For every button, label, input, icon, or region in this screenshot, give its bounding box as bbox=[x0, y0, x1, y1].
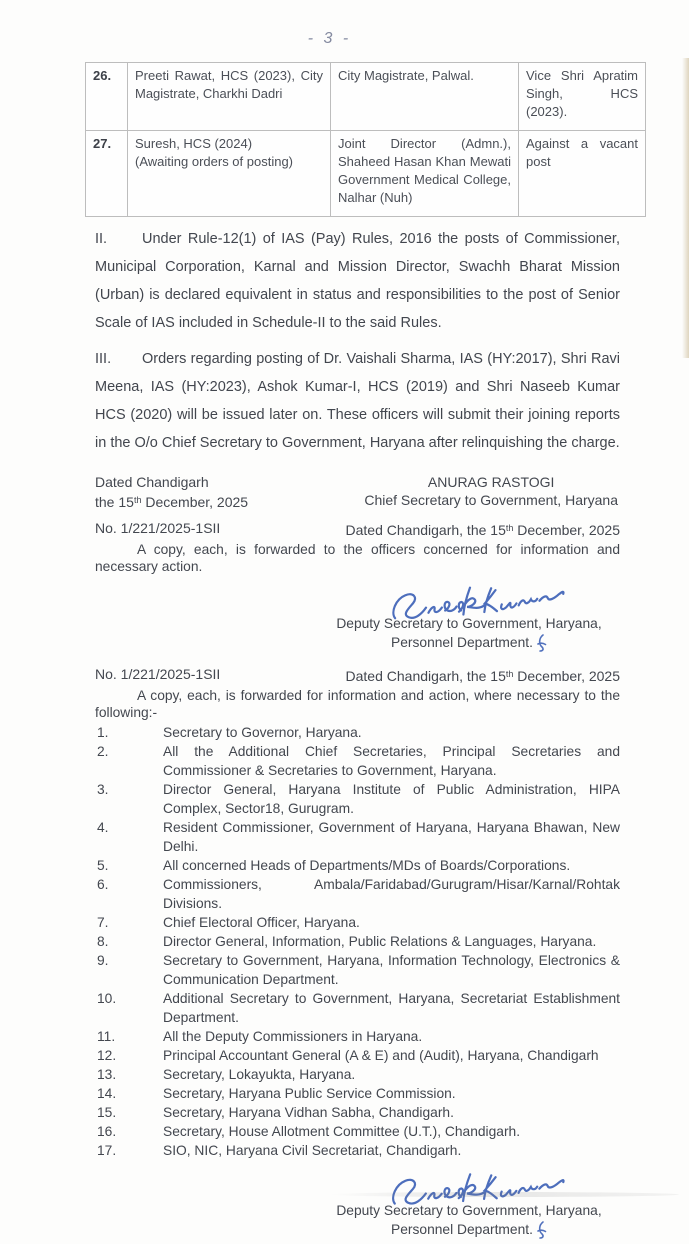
reference-date: Dated Chandigarh, the 15th December, 2025 bbox=[346, 666, 620, 685]
list-item-text: Secretary to Government, Haryana, Information Technology, Electronics & Communication Department. bbox=[163, 953, 620, 987]
list-item-text: Chief Electoral Officer, Haryana. bbox=[163, 915, 360, 930]
list-item bbox=[95, 723, 620, 742]
list-item-text: Director General, Information, Public Relations & Languages, Haryana. bbox=[163, 934, 596, 949]
remarks-cell: Against a vacant post bbox=[519, 131, 646, 217]
list-item-text: Additional Secretary to Government, Haryana, Secretariat Establishment Department. bbox=[163, 991, 620, 1025]
list-item bbox=[95, 818, 620, 856]
list-item-number: 7. bbox=[97, 913, 109, 932]
posting-order-table bbox=[85, 62, 646, 217]
officer-name: Suresh, HCS (2024) bbox=[135, 135, 323, 153]
list-item-text: All concerned Heads of Departments/MDs of Boards/Corporations. bbox=[163, 858, 570, 873]
list-item-number: 10. bbox=[97, 989, 116, 1008]
list-item-number: 12. bbox=[97, 1046, 116, 1065]
list-item-number: 13. bbox=[97, 1065, 116, 1084]
list-item bbox=[95, 856, 620, 875]
dateline-date: the 15th December, 2025 bbox=[95, 491, 248, 511]
list-item bbox=[95, 932, 620, 951]
list-item bbox=[95, 1122, 620, 1141]
signatory-department: Personnel Department. bbox=[314, 633, 624, 658]
officer-note: (Awaiting orders of posting) bbox=[135, 153, 323, 171]
posting-cell: City Magistrate, Palwal. bbox=[331, 63, 519, 131]
list-item-number: 5. bbox=[97, 856, 109, 875]
list-item bbox=[95, 1046, 620, 1065]
list-item-number: 9. bbox=[97, 951, 109, 970]
list-item-number: 4. bbox=[97, 818, 109, 837]
signature-image bbox=[383, 1161, 595, 1208]
list-item bbox=[95, 875, 620, 913]
list-item bbox=[95, 780, 620, 818]
authority-block bbox=[364, 473, 618, 509]
list-item bbox=[95, 989, 620, 1027]
distribution-list bbox=[95, 723, 620, 1160]
list-item-number: 11. bbox=[97, 1027, 115, 1046]
page-number: - 3 - bbox=[67, 30, 592, 48]
endorsement1-ref-row bbox=[95, 520, 620, 539]
ink-flourish-icon bbox=[535, 1220, 547, 1244]
list-item bbox=[95, 951, 620, 989]
list-item-number: 8. bbox=[97, 932, 109, 951]
list-item bbox=[95, 913, 620, 932]
table-row bbox=[86, 131, 646, 217]
list-item-text: Secretary, Lokayukta, Haryana. bbox=[163, 1067, 355, 1082]
list-item-text: Secretary to Governor, Haryana. bbox=[163, 725, 362, 740]
list-item-number: 6. bbox=[97, 875, 109, 894]
list-item-text: Director General, Haryana Institute of Public Administration, HIPA Complex, Sector18, Gurugram. bbox=[163, 782, 620, 816]
signatory-department: Personnel Department. bbox=[314, 1220, 624, 1244]
list-item-number: 16. bbox=[97, 1122, 116, 1141]
list-item bbox=[95, 1065, 620, 1084]
list-item-number: 3. bbox=[97, 780, 109, 799]
list-item-text: SIO, NIC, Haryana Civil Secretariat, Chandigarh. bbox=[163, 1143, 461, 1158]
signatory-designation: Deputy Secretary to Government, Haryana, bbox=[314, 615, 624, 633]
officer-cell: Preeti Rawat, HCS (2023), City Magistrate, Charkhi Dadri bbox=[128, 63, 331, 131]
list-item-text: Commissioners, Ambala/Faridabad/Gurugram/Hisar/Karnal/Rohtak Divisions. bbox=[163, 877, 620, 911]
dateline bbox=[95, 473, 248, 511]
reference-number: No. 1/221/2025-1SII bbox=[95, 666, 220, 685]
authority-designation: Chief Secretary to Government, Haryana bbox=[364, 491, 618, 509]
paragraph-numeral: III. bbox=[95, 345, 142, 373]
signoff-block bbox=[95, 473, 620, 511]
list-item bbox=[95, 1084, 620, 1103]
paragraph-III bbox=[95, 345, 620, 457]
list-item-text: Secretary, Haryana Public Service Commission. bbox=[163, 1086, 456, 1101]
officer-cell bbox=[128, 131, 331, 217]
list-item-text: Principal Accountant General (A & E) and (Audit), Haryana, Chandigarh bbox=[163, 1048, 599, 1063]
list-item bbox=[95, 1103, 620, 1122]
list-item-number: 17. bbox=[97, 1141, 116, 1160]
posting-cell: Joint Director (Admn.), Shaheed Hasan Khan Mewati Government Medical College, Nalhar (Nuh) bbox=[331, 131, 519, 217]
list-item bbox=[95, 1027, 620, 1046]
authority-name: ANURAG RASTOGI bbox=[364, 473, 618, 491]
reference-date: Dated Chandigarh, the 15th December, 2025 bbox=[346, 520, 620, 539]
ink-flourish-icon bbox=[535, 633, 547, 658]
endorsement2-ref-row bbox=[95, 666, 620, 685]
list-item-number: 2. bbox=[97, 742, 109, 761]
serial-number-cell: 26. bbox=[86, 63, 128, 131]
serial-number-cell: 27. bbox=[86, 131, 128, 217]
list-item-text: Secretary, Haryana Vidhan Sabha, Chandigarh. bbox=[163, 1105, 454, 1120]
endorsement2-body: A copy, each, is forwarded for information and action, where necessary to the following:- bbox=[95, 688, 620, 721]
list-item-number: 1. bbox=[97, 723, 109, 742]
list-item-text: Resident Commissioner, Government of Haryana, Haryana Bhawan, New Delhi. bbox=[163, 820, 620, 854]
list-item-number: 15. bbox=[97, 1103, 116, 1122]
list-item-text: All the Additional Chief Secretaries, Principal Secretaries and Commissioner & Secretaries to Government, Haryana. bbox=[163, 744, 620, 778]
list-item-text: Secretary, House Allotment Committee (U.T.), Chandigarh. bbox=[163, 1124, 520, 1139]
paragraph-text: Orders regarding posting of Dr. Vaishali Sharma, IAS (HY:2017), Shri Ravi Meena, IAS (HY:2023), Ashok Kumar-I, HCS (2019) and Shri Naseeb Kumar HCS (2020) will be issued later on. These officers will submit their joining reports in the O/o Chief Secretary to Government, Haryana after relinquishing the charge. bbox=[95, 351, 620, 451]
list-item-number: 14. bbox=[97, 1084, 116, 1103]
list-item bbox=[95, 1141, 620, 1160]
endorsement1-signatory bbox=[314, 615, 624, 657]
paragraph-numeral: II. bbox=[95, 225, 142, 253]
paragraph-II bbox=[95, 225, 620, 337]
signatory-designation: Deputy Secretary to Government, Haryana, bbox=[314, 1202, 624, 1220]
remarks-cell: Vice Shri Apratim Singh, HCS (2023). bbox=[519, 63, 646, 131]
list-item-text: All the Deputy Commissioners in Haryana. bbox=[163, 1029, 422, 1044]
dateline-place: Dated Chandigarh bbox=[95, 473, 248, 491]
endorsement1-body: A copy, each, is forwarded to the officers concerned for information and necessary action. bbox=[95, 542, 620, 575]
list-item bbox=[95, 742, 620, 780]
endorsement2-signatory bbox=[314, 1202, 624, 1244]
paragraph-text: Under Rule-12(1) of IAS (Pay) Rules, 2016 the posts of Commissioner, Municipal Corporation, Karnal and Mission Director, Swachh Bharat Mission (Urban) is declared equivalent in status and responsibilities to the post of Senior Scale of IAS included in Schedule-II to the said Rules. bbox=[95, 231, 620, 331]
table-row bbox=[86, 63, 646, 131]
reference-number: No. 1/221/2025-1SII bbox=[95, 520, 220, 539]
